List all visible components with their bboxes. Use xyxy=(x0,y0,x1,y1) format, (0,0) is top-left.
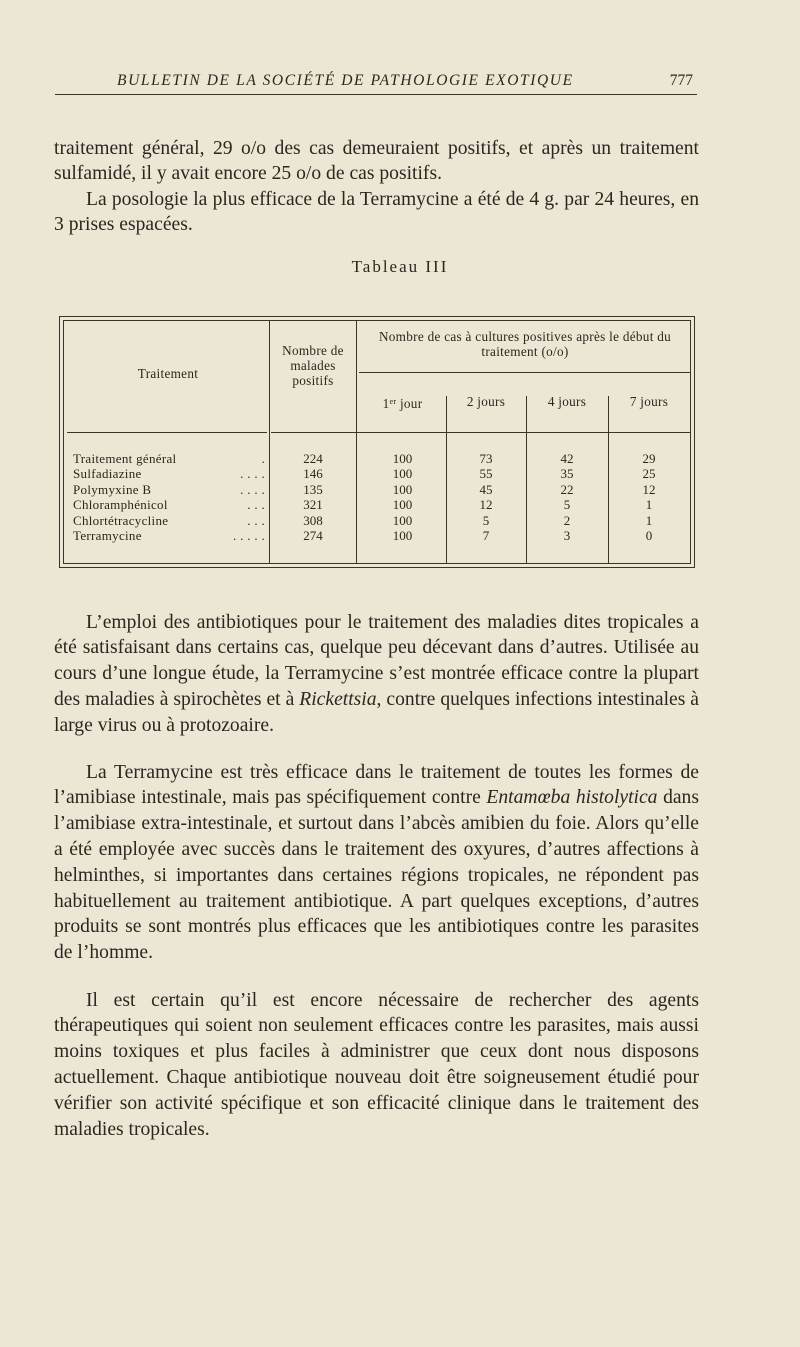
cell-d2: 55 xyxy=(479,466,493,482)
cell-d7: 1 xyxy=(645,512,653,528)
paragraph-4-text-b: dans l’amibiase extra-intestinale, et surtout dans l’abcès amibien du foie. Alors qu’elle a été employée avec succès dans le traitement des oxyures, d’autres affections à helminthes, si importantes dans certaines régions tropicales, ne répondent pas habituellement au traitement antibiotique. A part quelques exceptions, d’autres produits se sont montrés plus efficaces que les antibiotiques contre les parasites de l’homme. xyxy=(54,787,699,964)
cell-d2: 12 xyxy=(479,497,493,513)
row-leader-dots: . xyxy=(261,451,265,466)
row-label-text: Chlortétracycline xyxy=(73,512,169,528)
cell-patients: 135 xyxy=(303,481,323,497)
row-label-text: Sulfadiazine xyxy=(73,466,142,482)
paragraph-3-italic: Rickettsia xyxy=(299,688,377,710)
cell-d2: 73 xyxy=(479,451,493,466)
paragraph-5: Il est certain qu’il est encore nécessaire de rechercher des agents thérapeutiques qui soient non seulement efficaces contre les parasites, mais aussi moins toxiques et plus faciles à administrer que ceux dont nous disposons actuellement. Chaque antibiotique nouveau doit être soigneusement étudié pour vérifier son activité spécifique et son efficacité clinique dans le traitement des maladies tropicales. xyxy=(54,989,699,1140)
cell-d1: 100 xyxy=(392,481,413,497)
cell-d4: 2 xyxy=(563,512,571,528)
cell-d1: 100 xyxy=(392,528,413,543)
row-label xyxy=(73,513,168,529)
header-day7: 7 jours xyxy=(629,394,669,409)
header-rule xyxy=(271,432,691,433)
paragraph-4-italic: Entamœba histolytica xyxy=(486,787,658,809)
row-label-text: Chloramphénicol xyxy=(73,497,168,513)
results-table xyxy=(59,316,695,568)
row-leader-dots: . . . . . xyxy=(233,528,265,543)
running-title: BULLETIN DE LA SOCIÉTÉ DE PATHOLOGIE EXOTIQUE xyxy=(117,72,574,89)
header-treatment: Traitement xyxy=(137,366,199,381)
row-label xyxy=(73,466,142,482)
cell-patients: 308 xyxy=(303,512,323,528)
column-rule xyxy=(356,320,357,564)
cell-patients: 321 xyxy=(303,497,323,513)
paragraph-3-text-b: , contre quelques infections intestinales à large virus ou à protozoaire. xyxy=(54,688,699,736)
cell-d1: 100 xyxy=(392,451,413,466)
header-rule xyxy=(67,432,267,433)
header-group: Nombre de cas à cultures positives après le début du traitement (o/o) xyxy=(378,329,672,359)
cell-d2: 7 xyxy=(482,528,490,543)
paragraph-2: La posologie la plus efficace de la Terramycine a été de 4 g. par 24 heures, en 3 prises espacées. xyxy=(54,188,699,236)
cell-d4: 3 xyxy=(563,528,571,543)
cell-d7: 12 xyxy=(642,481,656,497)
row-label xyxy=(73,497,168,513)
cell-d1: 100 xyxy=(392,497,413,513)
paragraph-3-text-a: L’emploi des antibiotiques pour le traitement des maladies dites tropicales a été satisfaisant dans certains cas, quelque peu décevant dans d’autres. Utilisée au cours d’une longue étude, la Terramycine s’est montrée efficace contre la plupart des maladies à spirochètes et à xyxy=(54,611,699,710)
row-label xyxy=(73,451,176,467)
column-rule xyxy=(269,320,270,564)
row-leader-dots: . . . . xyxy=(240,481,265,497)
row-label-text: Polymyxine B xyxy=(73,481,152,497)
group-rule xyxy=(359,372,691,373)
running-header xyxy=(55,70,697,95)
cell-d4: 42 xyxy=(560,451,574,466)
paragraph-4-text-a: La Terramycine est très efficace dans le traitement de toutes les formes de l’amibiase intestinale, mais pas spécifiquement contre xyxy=(54,761,699,809)
cell-d4: 5 xyxy=(563,497,571,513)
header-day1-sup: er xyxy=(389,397,397,406)
cell-d7: 0 xyxy=(645,528,653,543)
cell-d4: 35 xyxy=(560,466,574,482)
row-label-text: Traitement général xyxy=(73,451,177,466)
cell-d4: 22 xyxy=(560,481,574,497)
cell-patients: 274 xyxy=(303,528,323,543)
header-day1-word: jour xyxy=(399,396,423,411)
cell-d1: 100 xyxy=(392,466,413,482)
cell-patients: 146 xyxy=(303,466,323,482)
page-number: 777 xyxy=(669,72,693,89)
header-day2: 2 jours xyxy=(466,394,506,409)
row-label-text: Terramycine xyxy=(73,528,142,543)
row-label xyxy=(73,528,142,544)
header-day1-num: 1 xyxy=(382,396,390,411)
cell-d7: 1 xyxy=(645,497,653,513)
paragraph-1: traitement général, 29 o/o des cas demeuraient positifs, et après un traitement sulfamidé, il y avait encore 25 o/o de cas positifs. xyxy=(54,137,699,185)
row-leader-dots: . . . xyxy=(247,497,265,513)
header-day4: 4 jours xyxy=(547,394,587,409)
row-leader-dots: . . . . xyxy=(240,466,265,482)
cell-d2: 5 xyxy=(482,512,490,528)
cell-patients: 224 xyxy=(303,451,323,466)
row-label xyxy=(73,482,151,498)
header-patients: Nombre de malades positifs xyxy=(282,343,344,388)
cell-d2: 45 xyxy=(479,481,493,497)
cell-d7: 29 xyxy=(642,451,656,466)
row-leader-dots: . . . xyxy=(247,512,265,528)
table-title: Tableau III xyxy=(351,257,449,276)
paragraph-4 xyxy=(54,760,699,966)
paragraph-3 xyxy=(54,610,699,739)
cell-d1: 100 xyxy=(392,512,413,528)
cell-d7: 25 xyxy=(642,466,656,482)
header-day1 xyxy=(359,394,446,411)
